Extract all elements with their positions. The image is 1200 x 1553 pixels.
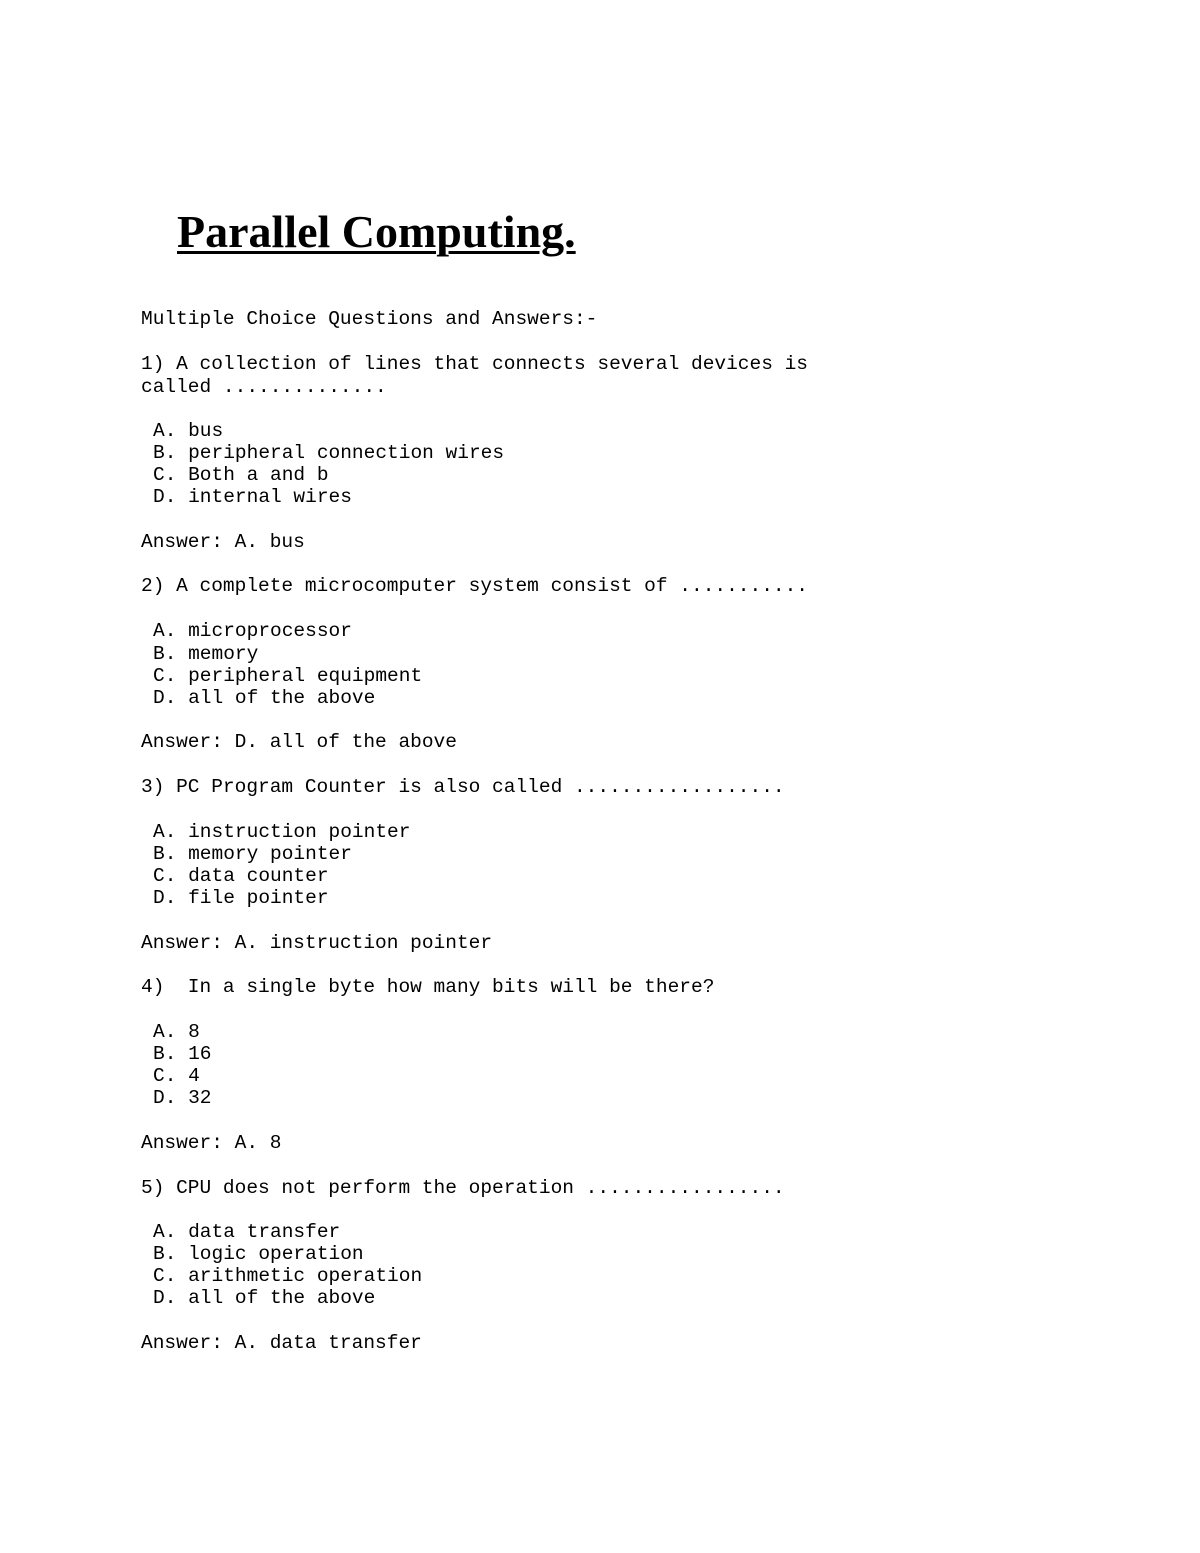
option-d: D. all of the above: [153, 687, 376, 709]
option-a: A. bus: [153, 420, 224, 442]
option-a: A. 8: [153, 1021, 200, 1043]
option-a: A. instruction pointer: [153, 821, 411, 843]
answer-text: Answer: A. instruction pointer: [141, 932, 493, 954]
option-c: C. arithmetic operation: [153, 1265, 423, 1287]
option-d: D. internal wires: [153, 486, 352, 508]
option-d: D. file pointer: [153, 887, 329, 909]
option-b: B. memory: [153, 643, 259, 665]
option-b: B. logic operation: [153, 1243, 364, 1265]
page-title: Parallel Computing.: [177, 206, 576, 257]
answer-text: Answer: A. 8: [141, 1132, 282, 1154]
option-d: D. all of the above: [153, 1287, 376, 1309]
option-c: C. peripheral equipment: [153, 665, 423, 687]
option-a: A. data transfer: [153, 1221, 341, 1243]
answer-text: Answer: A. data transfer: [141, 1332, 422, 1354]
question-text: 1) A collection of lines that connects several devices is: [141, 353, 809, 375]
question-text: 2) A complete microcomputer system consist of ...........: [141, 575, 809, 597]
option-b: B. memory pointer: [153, 843, 352, 865]
option-b: B. peripheral connection wires: [153, 442, 505, 464]
option-b: B. 16: [153, 1043, 212, 1065]
option-c: C. Both a and b: [153, 464, 329, 486]
question-text: 4) In a single byte how many bits will be there?: [141, 976, 715, 998]
intro-text: Multiple Choice Questions and Answers:-: [141, 308, 598, 330]
question-text-continued: called ..............: [141, 376, 387, 398]
answer-text: Answer: D. all of the above: [141, 731, 457, 753]
answer-text: Answer: A. bus: [141, 531, 305, 553]
question-text: 3) PC Program Counter is also called ..................: [141, 776, 785, 798]
option-d: D. 32: [153, 1087, 212, 1109]
option-a: A. microprocessor: [153, 620, 352, 642]
option-c: C. data counter: [153, 865, 329, 887]
question-text: 5) CPU does not perform the operation .................: [141, 1177, 785, 1199]
option-c: C. 4: [153, 1065, 200, 1087]
